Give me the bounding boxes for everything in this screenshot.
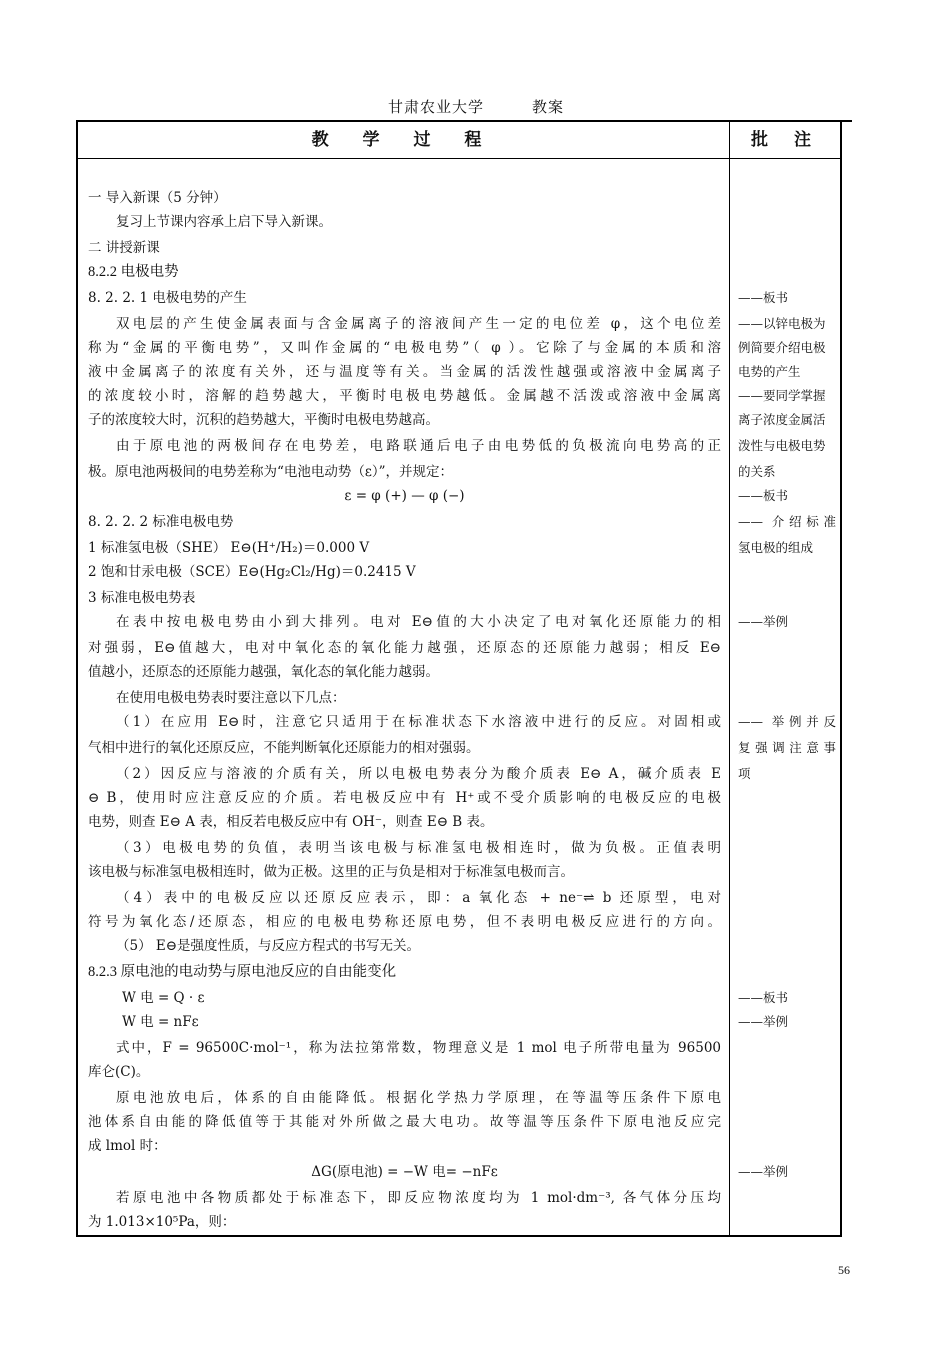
content-line: 由于原电池的两极间存在电势差，电路联通后电子由电势低的负极流向电势高的正: [116, 438, 721, 454]
content-line: （2）因反应与溶液的介质有关，所以电极电势表分为酸介质表 E⊖ A，碱介质表 E: [116, 766, 721, 782]
content-line: 池体系自由能的降低值等于其能对外所做之最大电功。故等温等压条件下原电池反应完: [88, 1114, 721, 1130]
annotation-line: 电势的产生: [738, 364, 801, 379]
annotation-line: ——举例: [738, 614, 789, 629]
content-line: 3 标准电极电势表: [88, 590, 196, 606]
content-line: 8. 2. 2. 1 电极电势的产生: [88, 290, 247, 306]
content-line: 复习上节课内容承上启下导入新课。: [116, 214, 332, 230]
content-line: 库仑(C)。: [88, 1064, 150, 1080]
annotation-line: ——板书: [738, 990, 789, 1005]
content-line: W 电 = nFε: [122, 1014, 199, 1030]
content-line: 1 标准氢电极（SHE） E⊖(H⁺/H₂)＝0.000 V: [88, 540, 370, 556]
content-line: （4）表中的电极反应以还原反应表示，即：a 氧化态 + ne⁻⇌ b 还原型，电对: [116, 890, 721, 906]
annotation-line: ——举例: [738, 1014, 789, 1029]
annotation-line: —— 举例并反: [738, 714, 836, 729]
content-line: W 电 = Q · ε: [122, 990, 205, 1006]
annotation-line: ——举例: [738, 1164, 789, 1179]
content-line: 对强弱，E⊖值越大，电对中氧化态的氧化能力越强，还原态的还原能力越弱；相反 E⊖: [88, 640, 721, 656]
content-line: 电势，则查 E⊖ A 表，相反若电极反应中有 OH⁻，则查 E⊖ B 表。: [88, 814, 494, 830]
page-number: 56: [838, 1263, 850, 1277]
content-line: 在表中按电极电势由小到大排列。电对 E⊖值的大小决定了电对氧化还原能力的相: [116, 614, 721, 630]
annotation-line: ——板书: [738, 488, 789, 503]
column-divider: [729, 122, 730, 1235]
annotation-line: ——以锌电极为: [738, 316, 826, 331]
annotation-line: 泼性与电极电势: [738, 438, 826, 453]
annotation-line: 的关系: [738, 464, 776, 479]
annotation-line: 氢电极的组成: [738, 540, 814, 555]
content-line: 2 饱和甘汞电极（SCE）E⊖(Hg₂Cl₂/Hg)＝0.2415 V: [88, 564, 416, 580]
content-line: 子的浓度较大时，沉积的趋势越大，平衡时电极电势越高。: [88, 412, 439, 428]
annotation-line: 离子浓度金属活: [738, 412, 826, 427]
content-line: 值越小，还原态的还原能力越强，氧化态的氧化能力越弱。: [88, 664, 439, 680]
annotation-line: 例简要介绍电极: [738, 340, 826, 355]
content-line: 该电极与标准氢电极相连时，做为正极。这里的正与负是相对于标准氢电极而言。: [88, 864, 574, 880]
content-line: 双电层的产生使金属表面与含金属离子的溶液间产生一定的电位差 φ，这个电位差: [116, 316, 721, 332]
content-line: （5） E⊖是强度性质，与反应方程式的书写无关。: [116, 938, 421, 954]
content-line: ⊖ B，使用时应注意反应的介质。若电极反应中有 H⁺或不受介质影响的电极反应的电极: [88, 790, 721, 806]
content-line: 若原电池中各物质都处于标准态下，即反应物浓度均为 1 mol·dm⁻³, 各气体分压均: [116, 1190, 721, 1206]
content-line: （3）电极电势的负值，表明当该电极与标准氢电极相连时，做为负极。正值表明: [116, 840, 721, 856]
content-line: 在使用电极电势表时要注意以下几点：: [116, 690, 346, 706]
document-type: 教案: [532, 98, 565, 116]
content-line: 成 lmol 时：: [88, 1138, 167, 1154]
content-line: 原电池放电后，体系的自由能降低。根据化学热力学原理，在等温等压条件下原电: [116, 1090, 721, 1106]
annotation-line: 复强调注意事: [738, 740, 836, 755]
content-line: 一 导入新课（5 分钟）: [88, 190, 227, 206]
annotation-line: ——板书: [738, 290, 789, 305]
content-line: 气相中进行的氧化还原反应，不能判断氧化还原能力的相对强弱。: [88, 740, 480, 756]
content-line: 8. 2. 2. 2 标准电极电势: [88, 514, 234, 530]
header-divider: [78, 158, 840, 159]
content-line: ε = φ (+) — φ (−): [344, 488, 465, 504]
column-header-notes: 批 注: [751, 130, 821, 150]
content-line: 极。原电池两极间的电势差称为“电池电动势（ε）”，并规定：: [88, 464, 454, 480]
content-line: 式中，F = 96500C·mol⁻¹，称为法拉第常数，物理意义是 1 mol 电子所带电量为 96500: [116, 1040, 721, 1056]
content-line: 液中金属离子的浓度有关外，还与温度等有关。当金属的活泼性越强或溶液中金属离子: [88, 364, 721, 380]
page-header: [0, 96, 952, 117]
content-line: （1）在应用 E⊖时，注意它只适用于在标准状态下水溶液中进行的反应。对固相或: [116, 714, 721, 730]
content-line: 8.2.2 电极电势: [88, 264, 179, 280]
school-name: 甘肃农业大学: [387, 98, 484, 116]
content-line: 为 1.013×10⁵Pa，则：: [88, 1214, 236, 1230]
content-line: ΔG(原电池) = −W 电= −nFε: [311, 1164, 498, 1180]
annotation-line: ——要同学掌握: [738, 388, 826, 403]
content-line: 称为“金属的平衡电势”，又叫作金属的“电极电势”（ φ ）。它除了与金属的本质和溶: [88, 340, 721, 356]
column-header-teaching-process: 教 学 过 程: [311, 130, 496, 150]
annotation-line: —— 介绍标准: [738, 514, 836, 529]
content-line: 二 讲授新课: [88, 240, 160, 256]
content-line: 的浓度较小时，溶解的趋势越大，平衡时电极电势越低。金属越不活泼或溶液中金属离: [88, 388, 721, 404]
content-line: 8.2.3 原电池的电动势与原电池反应的自由能变化: [88, 964, 397, 980]
annotation-line: 项: [738, 766, 751, 781]
content-line: 符号为氧化态/还原态，相应的电极电势称还原电势，但不表明电极反应进行的方向。: [88, 914, 721, 930]
